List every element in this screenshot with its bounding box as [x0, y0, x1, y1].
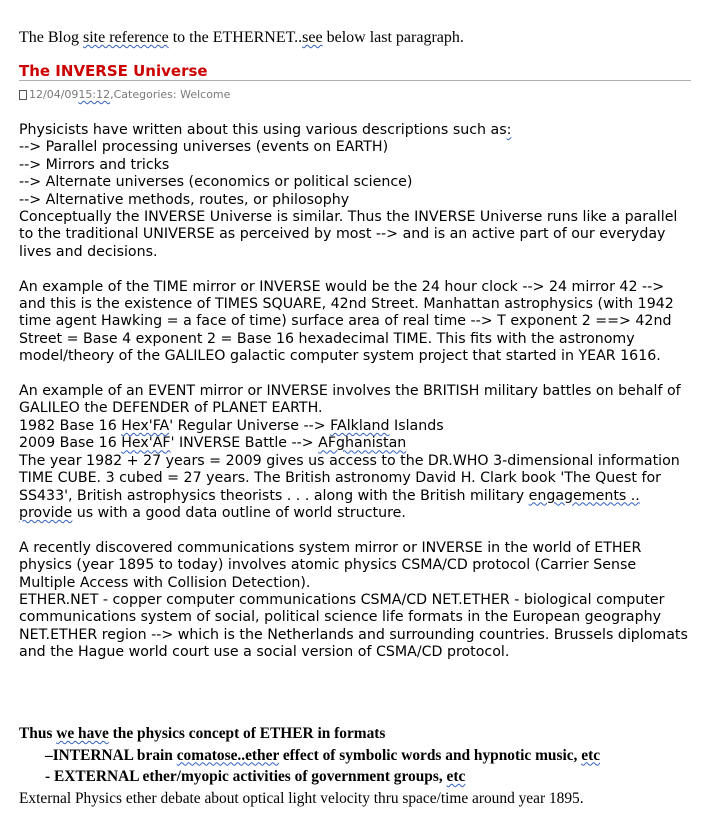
list-item: --> Alternate universes (economics or political science) — [19, 174, 413, 191]
paragraph-concept: Conceptually the INVERSE Universe is similar. Thus the INVERSE Universe runs like a parallel to the traditional UNIVERSE as perceived by most --> and is an active part of our everyday lives and decisions. — [19, 209, 678, 260]
text-1982-b: ' Regular Universe --> — [169, 417, 331, 434]
time-cube-end: us with a good data outline of world structure. — [72, 504, 406, 521]
intro-text: The Blog — [19, 29, 83, 46]
list-item: --> Mirrors and tricks — [19, 156, 170, 173]
paragraph-ether-net: ETHER.NET - copper computer communications CSMA/CD NET.ETHER - biological computer communications system of social, political science life formats in the European geography NET.ETHER region --> which is the Netherlands and surrounding countries. Brussels diplomats and the Hague world court use a social version of CSMA/CD protocol. — [19, 591, 688, 661]
site-reference-text: site reference — [83, 29, 169, 46]
paragraph-ether-physics: A recently discovered communications system mirror or INVERSE in the world of ETHER physics (year 1895 to today) involves atomic physics CSMA/CD protocol (Carrier Sense Multiple Access with Collision Detection). — [19, 539, 642, 591]
text-1982-a: 1982 Base 16 — [19, 417, 122, 434]
closing-section — [19, 723, 600, 809]
closing-line-4: External Physics ether debate about optical light velocity thru space/time around year 1895. — [19, 789, 584, 807]
post-categories-sep: , — [110, 88, 114, 101]
post-body — [19, 122, 695, 662]
paragraph-time-cube — [19, 453, 695, 523]
intro-colon: : — [506, 122, 512, 138]
paragraph-event-mirror: An example of an EVENT mirror or INVERSE involves the BRITISH military battles on behalf of GALILEO the DEFENDER of PLANET EARTH. — [19, 383, 681, 417]
closing-line-external — [19, 766, 600, 788]
paragraph-gap — [19, 366, 695, 383]
text-2009-b: ' INVERSE Battle --> — [170, 435, 319, 452]
text-2009-place: AFghanistan — [318, 435, 407, 452]
internal-b: effect of symbolic words and hypnotic music, — [279, 746, 582, 764]
time-cube-text: The year 1982 + 27 years = 2009 gives us access to the DR.WHO 3-dimensional information TIME CUBE. 3 cubed = 27 years. The British astronomy David H. Clark book 'The Quest for SS433', British astrophysics theorists . . . along with the British military — [19, 452, 680, 504]
closing-line-internal — [19, 745, 600, 767]
post-categories: Categories: Welcome — [113, 88, 231, 101]
external-a: - EXTERNAL ether/myopic activities of government groups, — [45, 768, 447, 785]
post-title: The INVERSE Universe — [19, 62, 208, 80]
external-etc: etc — [446, 768, 466, 785]
closing-1-we-have: we have — [56, 725, 109, 742]
line-1982 — [19, 418, 695, 435]
list-item: --> Parallel processing universes (events on EARTH) — [19, 139, 389, 156]
internal-etc: etc — [581, 746, 601, 764]
intro-sentence: Physicists have written about this using various descriptions such as — [19, 122, 507, 138]
line-2009 — [19, 435, 695, 452]
internal-comatose: comatose..ether — [176, 746, 279, 764]
post-time: 15:12 — [78, 88, 111, 101]
text-1982-c: Islands — [389, 417, 444, 434]
closing-line-1 — [19, 723, 600, 745]
closing-1b: the physics concept of ETHER in formats — [108, 725, 386, 742]
engagements-text: engagements .. provide — [19, 487, 640, 521]
see-text: see — [302, 29, 323, 46]
text-2009-a: 2009 Base 16 — [19, 435, 122, 452]
intro-text-middle: to the ETHERNET.. — [168, 29, 303, 46]
internal-a: –INTERNAL brain — [45, 746, 177, 764]
paragraph-time-mirror: An example of the TIME mirror or INVERSE would be the 24 hour clock --> 24 mirror 42 --> and this is the existence of TIMES SQUARE, 42nd Street. Manhattan astrophysics (with 1942 time agent Hawking = a face of time) surface area of real time --> T exponent 2 ==> 42nd Street = Base 4 exponent 2 = Base 16 hexadecimal TIME. This fits with the astronomy model/theory of the GALILEO galactic computer system project that started in YEAR 1616. — [19, 278, 674, 365]
paragraph-gap — [19, 261, 695, 278]
paragraph-gap — [19, 522, 695, 539]
post-date: 12/04/09 — [29, 88, 79, 101]
title-divider — [19, 80, 691, 81]
list-item: --> Alternative methods, routes, or philosophy — [19, 191, 350, 208]
text-1982-hex: Hex'FA — [121, 417, 170, 434]
intro-text-after: below last paragraph. — [322, 29, 464, 46]
document-icon — [19, 90, 27, 100]
closing-1a: Thus — [19, 725, 57, 742]
post-meta — [19, 88, 230, 101]
blog-reference-line — [19, 29, 464, 47]
text-2009-hex: Hex'AF — [121, 435, 171, 452]
paragraph-intro — [19, 122, 695, 139]
text-1982-place: FAlkland — [330, 417, 390, 434]
